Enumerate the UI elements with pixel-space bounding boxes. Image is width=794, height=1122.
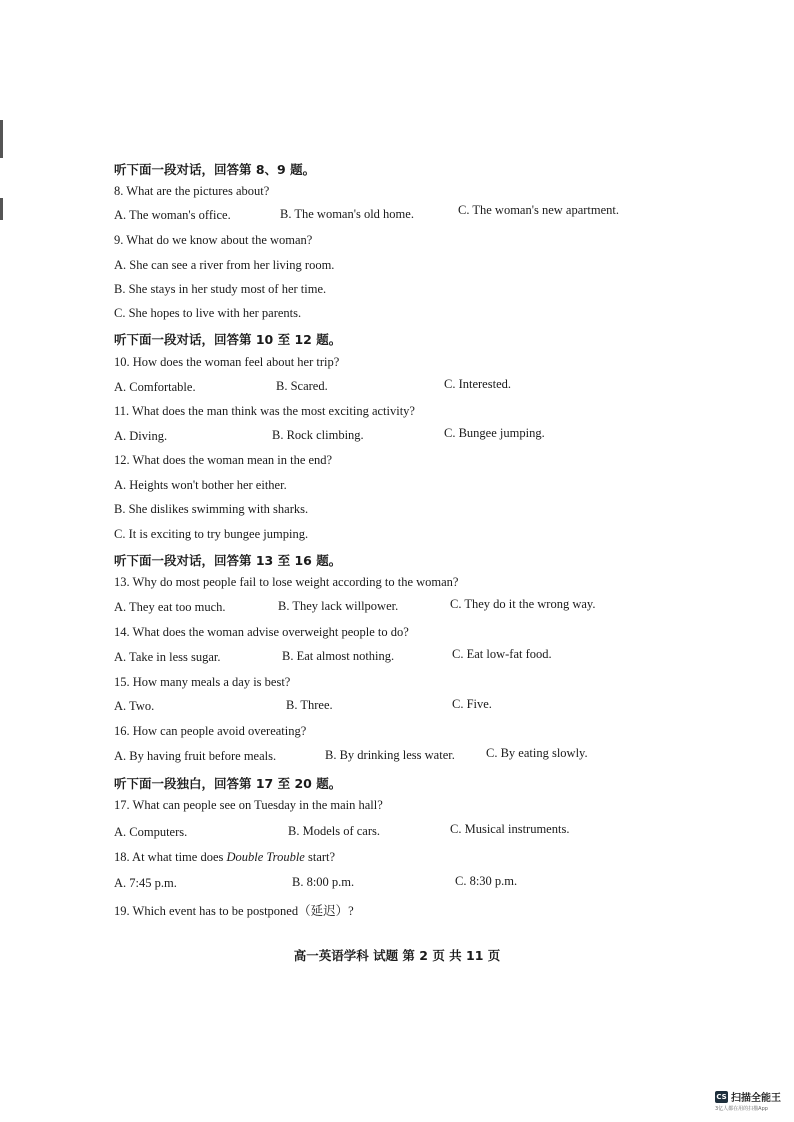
question-stem: 12. What does the woman mean in the end?	[114, 453, 333, 467]
scan-edge-mark	[0, 198, 3, 220]
option-c: C. Musical instruments.	[450, 822, 570, 836]
option-a: A. 7:45 p.m.	[114, 876, 177, 890]
option-b: B. They lack willpower.	[278, 599, 399, 613]
option-b: B. Models of cars.	[288, 824, 380, 838]
option-b: B. Scared.	[276, 379, 328, 393]
question-stem: 10. How does the woman feel about her trip?	[114, 355, 340, 369]
page-footer: 高一英语学科 试题 第 2 页 共 11 页	[293, 948, 501, 963]
question-stem: 13. Why do most people fail to lose weight according to the woman?	[114, 575, 459, 589]
show-title: Double Trouble	[226, 850, 305, 864]
section-heading: 听下面一段独白，回答第 17 至 20 题。	[114, 776, 342, 791]
camscanner-logo-icon: CS	[716, 1092, 727, 1101]
scanner-badge	[715, 1089, 781, 1104]
option-a: A. She can see a river from her living room.	[114, 258, 335, 272]
option-a: A. Take in less sugar.	[114, 650, 221, 664]
option-c: C. By eating slowly.	[486, 746, 588, 760]
option-c: C. The woman's new apartment.	[458, 203, 620, 217]
option-c: C. Bungee jumping.	[444, 426, 545, 440]
option-a: A. Computers.	[114, 825, 188, 839]
option-b: B. She dislikes swimming with sharks.	[114, 502, 309, 516]
question-stem: 17. What can people see on Tuesday in the main hall?	[114, 798, 383, 812]
option-b: B. She stays in her study most of her time.	[114, 282, 327, 296]
option-c: C. Interested.	[444, 377, 511, 391]
option-a: A. The woman's office.	[114, 208, 231, 222]
question-stem: 9. What do we know about the woman?	[114, 233, 313, 247]
question-stem-text: start?	[304, 850, 336, 864]
section-heading: 听下面一段对话，回答第 8、9 题。	[114, 162, 316, 177]
question-stem: 11. What does the man think was the most exciting activity?	[114, 404, 415, 418]
question-stem: 14. What does the woman advise overweight people to do?	[114, 625, 409, 639]
option-a: A. By having fruit before meals.	[114, 749, 277, 763]
option-c: C. She hopes to live with her parents.	[114, 306, 302, 320]
section-heading: 听下面一段对话，回答第 10 至 12 题。	[114, 332, 342, 347]
option-b: B. Three.	[286, 698, 333, 712]
question-stem: 15. How many meals a day is best?	[114, 675, 291, 689]
option-a: A. Diving.	[114, 429, 168, 443]
question-stem: 8. What are the pictures about?	[114, 184, 270, 198]
option-a: A. Heights won't bother her either.	[114, 478, 287, 492]
option-b: B. Rock climbing.	[272, 428, 364, 442]
option-c: C. They do it the wrong way.	[450, 597, 596, 611]
scanner-app-name: 扫描全能王	[731, 1093, 781, 1104]
option-c: C. 8:30 p.m.	[455, 874, 518, 888]
option-a: A. They eat too much.	[114, 600, 226, 614]
scanner-tagline: 3亿人都在用的扫描App	[715, 1106, 768, 1112]
option-c: C. Five.	[452, 697, 492, 711]
option-a: A. Comfortable.	[114, 380, 196, 394]
option-b: B. By drinking less water.	[325, 748, 455, 762]
question-stem-text: 18. At what time does	[114, 850, 227, 864]
option-b: B. Eat almost nothing.	[282, 649, 395, 663]
option-c: C. It is exciting to try bungee jumping.	[114, 527, 309, 541]
option-a: A. Two.	[114, 699, 155, 713]
question-stem: 16. How can people avoid overeating?	[114, 724, 307, 738]
section-heading: 听下面一段对话，回答第 13 至 16 题。	[114, 553, 342, 568]
option-b: B. 8:00 p.m.	[292, 875, 355, 889]
option-b: B. The woman's old home.	[280, 207, 414, 221]
question-stem: 19. Which event has to be postponed（延迟）?	[114, 904, 354, 918]
scan-edge-mark	[0, 120, 3, 158]
option-c: C. Eat low-fat food.	[452, 647, 552, 661]
question-stem	[114, 850, 335, 865]
